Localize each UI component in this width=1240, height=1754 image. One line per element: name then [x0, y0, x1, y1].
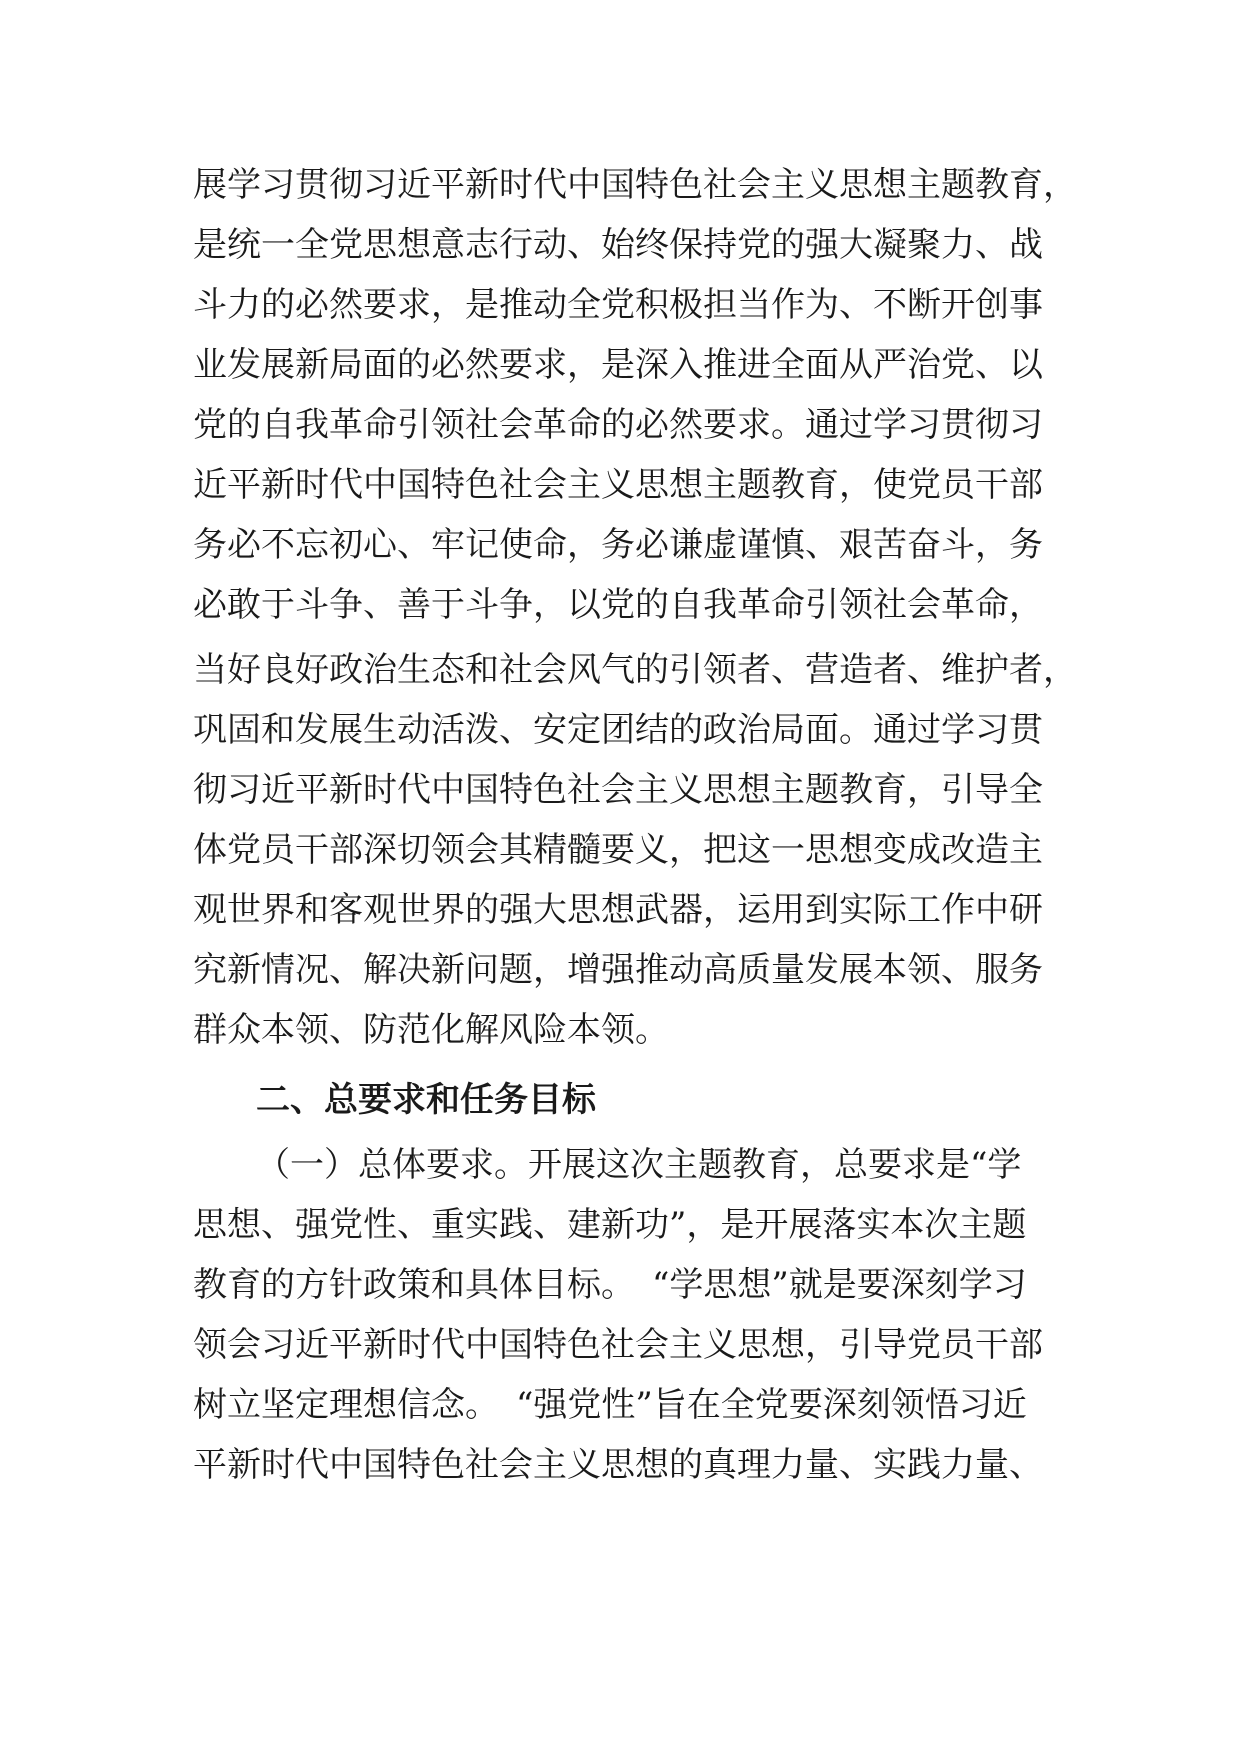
paragraph-line: 是统一全党思想意志行动、始终保持党的强大凝聚力、战	[193, 225, 1043, 265]
paragraph-line: 彻习近平新时代中国特色社会主义思想主题教育，引导全	[193, 770, 1043, 810]
paragraph-line: 观世界和客观世界的强大思想武器，运用到实际工作中研	[193, 890, 1043, 930]
paragraph-line: 必敢于斗争、善于斗争，以党的自我革命引领社会革命，	[193, 585, 1043, 625]
paragraph-line: 体党员干部深切领会其精髓要义，把这一思想变成改造主	[193, 830, 1043, 870]
paragraph-line: 平新时代中国特色社会主义思想的真理力量、实践力量、	[193, 1445, 1043, 1485]
paragraph-line: 教育的方针政策和具体目标。 “学思想”就是要深刻学习	[193, 1265, 1027, 1305]
section-heading: 二、总要求和任务目标	[256, 1080, 596, 1120]
paragraph-line: 务必不忘初心、牢记使命，务必谦虚谨慎、艰苦奋斗，务	[193, 525, 1043, 565]
paragraph-line: （一）总体要求。开展这次主题教育，总要求是“学	[256, 1145, 1022, 1185]
paragraph-line: 领会习近平新时代中国特色社会主义思想，引导党员干部	[193, 1325, 1043, 1365]
paragraph-line: 斗力的必然要求，是推动全党积极担当作为、不断开创事	[193, 285, 1043, 325]
paragraph-line: 业发展新局面的必然要求，是深入推进全面从严治党、以	[193, 345, 1043, 385]
paragraph-line: 近平新时代中国特色社会主义思想主题教育，使党员干部	[193, 465, 1043, 505]
paragraph-line: 当好良好政治生态和社会风气的引领者、营造者、维护者，	[193, 650, 1077, 690]
paragraph-line: 党的自我革命引领社会革命的必然要求。通过学习贯彻习	[193, 405, 1043, 445]
paragraph-line: 群众本领、防范化解风险本领。	[193, 1010, 669, 1050]
paragraph-line: 树立坚定理想信念。 “强党性”旨在全党要深刻领悟习近	[193, 1385, 1027, 1425]
paragraph-line: 究新情况、解决新问题，增强推动高质量发展本领、服务	[193, 950, 1043, 990]
paragraph-line: 思想、强党性、重实践、建新功”，是开展落实本次主题	[193, 1205, 1027, 1245]
paragraph-line: 展学习贯彻习近平新时代中国特色社会主义思想主题教育，	[193, 165, 1077, 205]
paragraph-line: 巩固和发展生动活泼、安定团结的政治局面。通过学习贯	[193, 710, 1043, 750]
